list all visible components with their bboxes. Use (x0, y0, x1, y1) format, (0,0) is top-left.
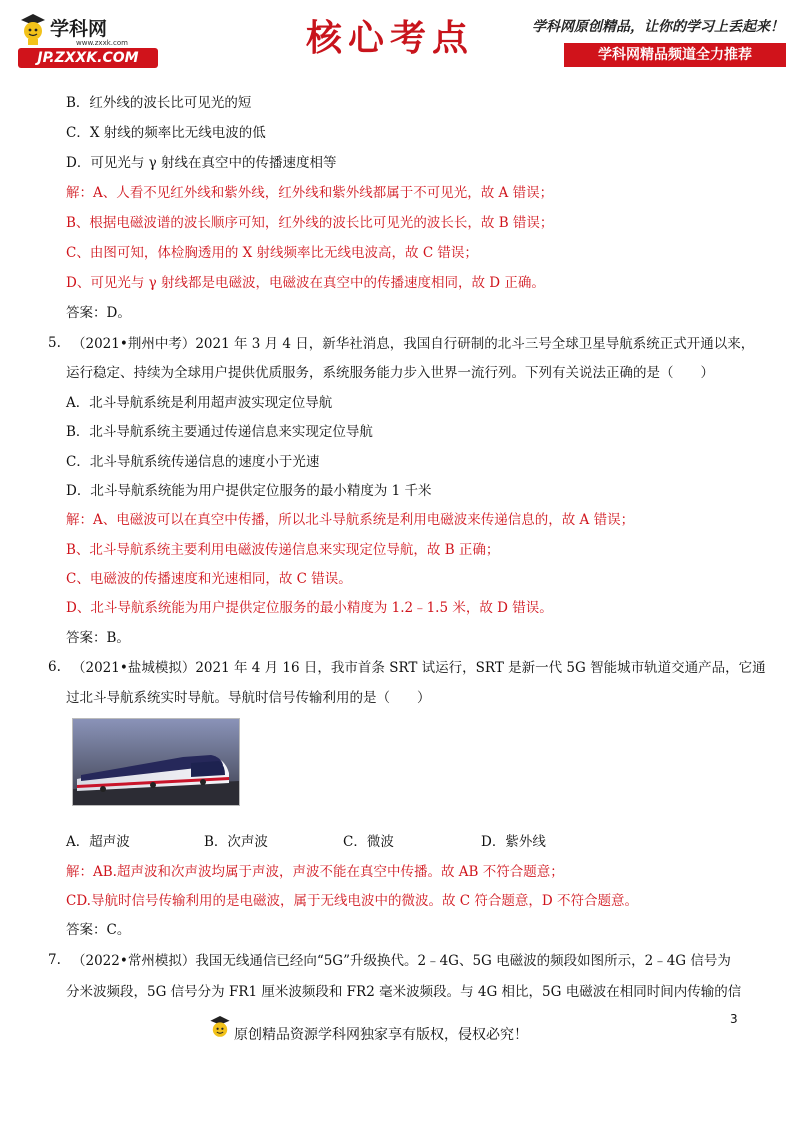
q6-answer: 答案：C。 (66, 922, 131, 938)
footer-copyright: 原创精品资源学科网独家享有版权，侵权必究！ (234, 1027, 528, 1043)
logo-url-badge[interactable]: JP.ZXXK.COM (18, 48, 158, 68)
q6-stem: 过北斗导航系统实时导航。导航时信号传输利用的是（ ） (66, 690, 431, 706)
logo-domain: www.zxxk.com (76, 39, 128, 47)
q5-solution-line: B、北斗导航系统主要利用电磁波传递信息来实现定位导航，故 B 正确； (66, 542, 500, 558)
q5-option-b: B．北斗导航系统主要通过传递信息来实现定位导航 (66, 424, 373, 440)
q5-answer: 答案：B。 (66, 630, 130, 646)
q4-option-d: D．可见光与 γ 射线在真空中的传播速度相等 (66, 155, 337, 171)
q6-option-d: D．紫外线 (481, 834, 546, 850)
q4-solution-line: C、由图可知，体检胸透用的 X 射线频率比无线电波高，故 C 错误； (66, 245, 478, 261)
q5-option-c: C．北斗导航系统传递信息的速度小于光速 (66, 454, 320, 470)
q4-solution-line: B、根据电磁波谱的波长顺序可知，红外线的波长比可见光的波长长，故 B 错误； (66, 215, 554, 231)
q4-solution-line: 解：A、人看不见红外线和紫外线，红外线和紫外线都属于不可见光，故 A 错误； (66, 185, 554, 201)
q5-option-a: A．北斗导航系统是利用超声波实现定位导航 (66, 395, 333, 411)
header-slogan: 学科网原创精品，让你的学习上丢起来！ (532, 19, 784, 35)
question-number: 7. (48, 952, 61, 968)
q6-solution-line: CD.导航时信号传输利用的是电磁波，属于无线电波中的微波。故 C 符合题意，D 不符合题意。 (66, 893, 638, 909)
q6-option-c: C．微波 (343, 834, 394, 850)
q7-stem: 分米波频段，5G 信号分为 FR1 厘米波频段和 FR2 毫米波频段。与 4G 相比，5G 电磁波在相同时间内传输的信 (66, 984, 742, 1000)
q5-solution-line: D、北斗导航系统能为用户提供定位服务的最小精度为 1.2﹣1.5 米，故 D 错误。 (66, 600, 553, 616)
q6-option-b: B．次声波 (204, 834, 268, 850)
q4-option-b: B．红外线的波长比可见光的短 (66, 95, 252, 111)
q6-solution-line: 解：AB.超声波和次声波均属于声波，声波不能在真空中传播。故 AB 不符合题意； (66, 864, 564, 880)
question-number: 5. (48, 335, 61, 351)
page-title: 核心考点 (305, 17, 474, 59)
mascot-icon (18, 12, 48, 46)
train-photo (72, 718, 240, 806)
q4-answer: 答案：D。 (66, 305, 131, 321)
page-number: 3 (730, 1012, 738, 1026)
logo-text: 学科网 (50, 18, 108, 40)
q5-solution-line: 解：A、电磁波可以在真空中传播，所以北斗导航系统是利用电磁波来传递信息的，故 A 错误； (66, 512, 635, 528)
header-banner: 学科网精品频道全力推荐 (564, 43, 786, 67)
site-logo[interactable] (18, 12, 158, 70)
q5-stem: 运行稳定、持续为全球用户提供优质服务，系统服务能力步入世界一流行列。下列有关说法正确的是（ ） (66, 365, 714, 381)
page-header (0, 0, 800, 78)
q5-stem: （2021•荆州中考）2021 年 3 月 4 日，新华社消息，我国自行研制的北斗三号全球卫星导航系统正式开通以来， (72, 336, 755, 352)
q5-solution-line: C、电磁波的传播速度和光速相同，故 C 错误。 (66, 571, 352, 587)
q4-solution-line: D、可见光与 γ 射线都是电磁波，电磁波在真空中的传播速度相同，故 D 正确。 (66, 275, 545, 291)
q4-option-c: C．X 射线的频率比无线电波的低 (66, 125, 266, 141)
question-number: 6. (48, 659, 61, 675)
q7-stem: （2022•常州模拟）我国无线通信已经向“5G”升级换代。2﹣4G、5G 电磁波的频段如图所示，2﹣4G 信号为 (72, 953, 731, 969)
q6-stem: （2021•盐城模拟）2021 年 4 月 16 日，我市首条 SRT 试运行，SRT 是新一代 5G 智能城市轨道交通产品，它通 (72, 660, 766, 676)
q5-option-d: D．北斗导航系统能为用户提供定位服务的最小精度为 1 千米 (66, 483, 432, 499)
srt-train-image (73, 719, 239, 805)
mascot-icon (208, 1014, 232, 1042)
q6-option-a: A．超声波 (66, 834, 130, 850)
